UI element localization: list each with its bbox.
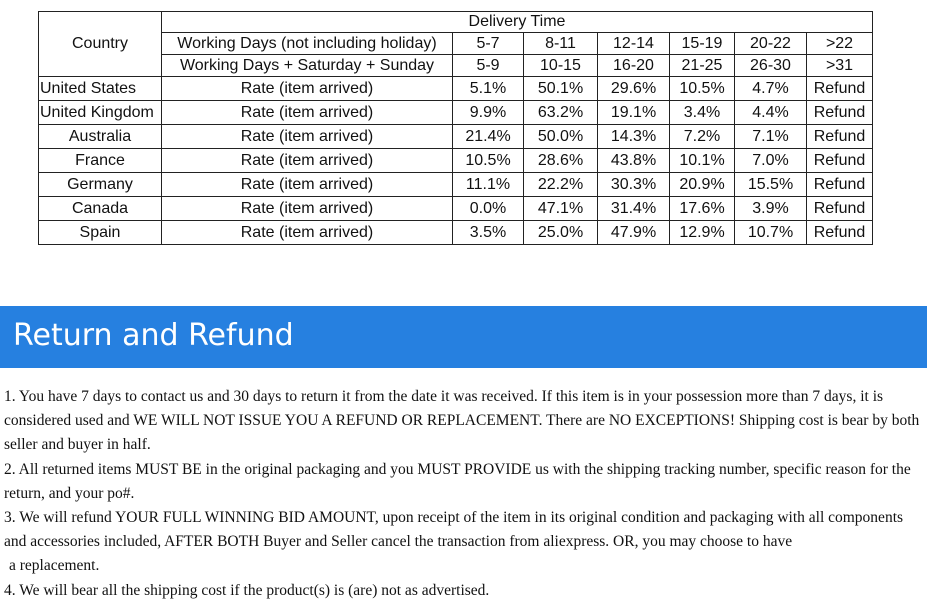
country-cell: France	[39, 149, 162, 173]
day-range-cell: >31	[807, 55, 873, 77]
rate-cell: 7.1%	[735, 125, 807, 149]
country-cell: Canada	[39, 197, 162, 221]
rate-cell: 20.9%	[670, 173, 735, 197]
rate-cell: 7.2%	[670, 125, 735, 149]
day-range-cell: 16-20	[598, 55, 670, 77]
table-row	[39, 197, 873, 221]
rate-cell: Refund	[807, 125, 873, 149]
rate-cell: 10.7%	[735, 221, 807, 245]
calendar-days-label: Working Days + Saturday + Sunday	[162, 55, 453, 77]
rate-cell: 15.5%	[735, 173, 807, 197]
rate-cell: 12.9%	[670, 221, 735, 245]
rate-cell: 25.0%	[524, 221, 598, 245]
rate-cell: 5.1%	[453, 77, 524, 101]
rate-cell: 50.1%	[524, 77, 598, 101]
refund-policy	[4, 385, 922, 603]
policy-item-text: 2. All returned items MUST BE in the original packaging and you MUST PROVIDE us with the shipping tracking number, specific reason for the return, and your po#.	[4, 460, 911, 502]
day-range-cell: 15-19	[670, 33, 735, 55]
working-days-row	[39, 33, 873, 55]
banner-title: Return and Refund	[13, 318, 294, 353]
country-cell: United Kingdom	[39, 101, 162, 125]
rate-cell: Refund	[807, 197, 873, 221]
day-range-cell: 26-30	[735, 55, 807, 77]
policy-item-text: 1. You have 7 days to contact us and 30 days to return it from the date it was received. If this item is in your possession more than 7 days, it is considered used and WE WILL NOT ISSUE YOU A REFUND OR REPLACEMENT. There are NO EXCEPTIONS! Shipping cost is bear by both seller and buyer in half.	[4, 388, 920, 454]
country-cell: Spain	[39, 221, 162, 245]
rate-cell: 63.2%	[524, 101, 598, 125]
rate-cell: 28.6%	[524, 149, 598, 173]
metric-cell: Rate (item arrived)	[162, 101, 453, 125]
policy-item-text: 3. We will refund YOUR FULL WINNING BID AMOUNT, upon receipt of the item in its original condition and packaging with all components and accessories included, AFTER BOTH Buyer and Seller cancel the transaction from aliexpress. OR, you may choose to have	[4, 509, 904, 551]
rate-cell: 47.9%	[598, 221, 670, 245]
metric-cell: Rate (item arrived)	[162, 173, 453, 197]
metric-cell: Rate (item arrived)	[162, 125, 453, 149]
rate-cell: 21.4%	[453, 125, 524, 149]
delivery-time-table	[38, 11, 873, 245]
rate-cell: 3.5%	[453, 221, 524, 245]
rate-cell: 7.0%	[735, 149, 807, 173]
rate-cell: Refund	[807, 149, 873, 173]
rate-cell: 50.0%	[524, 125, 598, 149]
rate-cell: 22.2%	[524, 173, 598, 197]
policy-item	[4, 385, 922, 458]
rate-cell: 47.1%	[524, 197, 598, 221]
table-header-row	[39, 12, 873, 33]
metric-cell: Rate (item arrived)	[162, 149, 453, 173]
return-refund-banner	[0, 306, 927, 368]
rate-cell: 10.1%	[670, 149, 735, 173]
day-range-cell: 8-11	[524, 33, 598, 55]
country-cell: Australia	[39, 125, 162, 149]
country-cell: Germany	[39, 173, 162, 197]
rate-cell: Refund	[807, 101, 873, 125]
rate-cell: 4.4%	[735, 101, 807, 125]
calendar-days-row	[39, 55, 873, 77]
rate-cell: 14.3%	[598, 125, 670, 149]
rate-cell: Refund	[807, 173, 873, 197]
working-days-label: Working Days (not including holiday)	[162, 33, 453, 55]
table-row	[39, 149, 873, 173]
rate-cell: 4.7%	[735, 77, 807, 101]
table-row	[39, 77, 873, 101]
rate-cell: 10.5%	[670, 77, 735, 101]
rate-cell: 0.0%	[453, 197, 524, 221]
day-range-cell: 5-9	[453, 55, 524, 77]
rate-cell: Refund	[807, 221, 873, 245]
table-row	[39, 173, 873, 197]
rate-cell: 11.1%	[453, 173, 524, 197]
metric-cell: Rate (item arrived)	[162, 197, 453, 221]
policy-item	[4, 579, 922, 603]
rate-cell: 29.6%	[598, 77, 670, 101]
day-range-cell: 12-14	[598, 33, 670, 55]
rate-cell: 43.8%	[598, 149, 670, 173]
rate-cell: 3.4%	[670, 101, 735, 125]
rate-cell: 9.9%	[453, 101, 524, 125]
rate-cell: 19.1%	[598, 101, 670, 125]
policy-item	[4, 506, 922, 579]
policy-item-tail: a replacement.	[9, 557, 100, 575]
day-range-cell: 20-22	[735, 33, 807, 55]
policy-item-text: 4. We will bear all the shipping cost if the product(s) is (are) not as advertised.	[4, 581, 490, 599]
rate-cell: 31.4%	[598, 197, 670, 221]
metric-cell: Rate (item arrived)	[162, 221, 453, 245]
policy-item	[4, 458, 922, 506]
day-range-cell: 10-15	[524, 55, 598, 77]
country-cell: United States	[39, 77, 162, 101]
rate-cell: 3.9%	[735, 197, 807, 221]
metric-cell: Rate (item arrived)	[162, 77, 453, 101]
table-row	[39, 221, 873, 245]
table-row	[39, 101, 873, 125]
day-range-cell: >22	[807, 33, 873, 55]
rate-cell: 30.3%	[598, 173, 670, 197]
rate-cell: 10.5%	[453, 149, 524, 173]
country-header: Country	[39, 12, 162, 77]
delivery-time-header: Delivery Time	[162, 12, 873, 33]
rate-cell: 17.6%	[670, 197, 735, 221]
table-row	[39, 125, 873, 149]
day-range-cell: 21-25	[670, 55, 735, 77]
day-range-cell: 5-7	[453, 33, 524, 55]
rate-cell: Refund	[807, 77, 873, 101]
